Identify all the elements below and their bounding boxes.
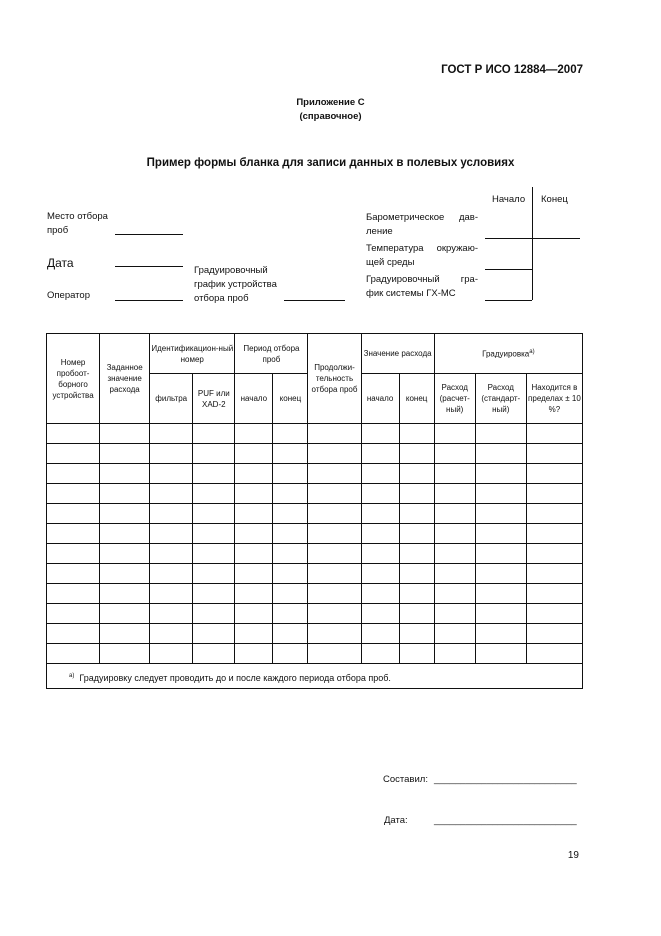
table-cell[interactable]: [47, 584, 100, 604]
table-cell[interactable]: [361, 584, 399, 604]
table-cell[interactable]: [526, 424, 582, 444]
puf-xad-header: PUF или XAD-2: [193, 374, 235, 424]
annex-subtitle: (справочное): [299, 111, 362, 122]
barometric-pressure-label: Барометрическое дав- ление: [366, 212, 478, 237]
table-cell[interactable]: [434, 644, 475, 664]
table-cell[interactable]: [100, 564, 150, 584]
standard-code: ГОСТ Р ИСО 12884—2007: [441, 64, 583, 76]
table-row: [47, 624, 583, 644]
table-cell[interactable]: [434, 544, 475, 564]
table-cell[interactable]: [235, 464, 273, 484]
table-cell[interactable]: [526, 564, 582, 584]
table-cell[interactable]: [150, 584, 193, 604]
table-cell[interactable]: [308, 604, 361, 624]
table-cell[interactable]: [526, 624, 582, 644]
table-cell[interactable]: [308, 424, 361, 444]
identification-header: Идентификацион-ный номер: [150, 334, 235, 374]
table-cell[interactable]: [526, 644, 582, 664]
table-cell[interactable]: [235, 604, 273, 624]
table-cell[interactable]: [361, 464, 399, 484]
table-cell[interactable]: [150, 504, 193, 524]
table-cell[interactable]: [235, 584, 273, 604]
table-cell[interactable]: [475, 504, 526, 524]
table-cell[interactable]: [47, 504, 100, 524]
table-row: [47, 484, 583, 504]
compiled-by-label: Составил:: [383, 774, 428, 785]
table-cell[interactable]: [526, 584, 582, 604]
form-title: Пример формы бланка для записи данных в полевых условиях: [146, 157, 515, 169]
table-row: [47, 644, 583, 664]
table-cell[interactable]: [361, 524, 399, 544]
table-cell[interactable]: [273, 624, 308, 644]
table-cell[interactable]: [434, 424, 475, 444]
table-cell[interactable]: [361, 564, 399, 584]
table-cell[interactable]: [150, 624, 193, 644]
end-column-header: Конец: [541, 194, 568, 205]
table-row: [47, 544, 583, 564]
table-cell[interactable]: [235, 564, 273, 584]
table-cell[interactable]: [193, 584, 235, 604]
flow-value-header: Значение расхода: [361, 334, 434, 374]
field-data-table: [46, 333, 583, 689]
page-number: 19: [567, 850, 579, 861]
conditions-line-2: [485, 269, 532, 270]
table-cell[interactable]: [47, 604, 100, 624]
table-cell[interactable]: [150, 424, 193, 444]
table-cell[interactable]: [399, 604, 434, 624]
table-cell[interactable]: [150, 644, 193, 664]
table-cell[interactable]: [273, 484, 308, 504]
table-cell[interactable]: [273, 464, 308, 484]
table-cell[interactable]: [399, 564, 434, 584]
table-footnote: $^{a)}$ Градуировку следует проводить до и после каждого периода отбора проб.: [47, 664, 583, 689]
table-cell[interactable]: [308, 464, 361, 484]
period-end-header: конец: [273, 374, 308, 424]
ambient-temperature-label: Температура окружаю- щей среды: [366, 243, 478, 268]
table-cell[interactable]: [526, 504, 582, 524]
table-cell[interactable]: [47, 424, 100, 444]
table-cell[interactable]: [273, 424, 308, 444]
device-calibration-field[interactable]: [284, 300, 345, 301]
table-cell[interactable]: [235, 624, 273, 644]
table-cell[interactable]: [47, 564, 100, 584]
table-cell[interactable]: [308, 484, 361, 504]
operator-label: Оператор: [47, 290, 90, 301]
sampling-place-label: Место отбора проб: [47, 211, 108, 236]
table-cell[interactable]: [475, 424, 526, 444]
table-cell[interactable]: [100, 544, 150, 564]
table-cell[interactable]: [434, 464, 475, 484]
table-cell[interactable]: [434, 604, 475, 624]
table-cell[interactable]: [273, 644, 308, 664]
table-cell[interactable]: [308, 504, 361, 524]
table-cell[interactable]: [193, 624, 235, 644]
table-cell[interactable]: [475, 604, 526, 624]
signature-date-line[interactable]: ___________________________: [434, 815, 577, 826]
table-cell[interactable]: [150, 564, 193, 584]
table-cell[interactable]: [308, 444, 361, 464]
table-cell[interactable]: [193, 524, 235, 544]
table-cell[interactable]: [273, 444, 308, 464]
table-cell[interactable]: [100, 524, 150, 544]
table-cell[interactable]: [361, 424, 399, 444]
table-cell[interactable]: [475, 644, 526, 664]
sampler-number-header: Номер пробоот-борного устройства: [47, 334, 100, 424]
device-calibration-label: Градуировочный график устройства отбора проб: [194, 265, 277, 304]
table-cell[interactable]: [526, 524, 582, 544]
table-cell[interactable]: [47, 644, 100, 664]
table-row: [47, 424, 583, 444]
table-cell[interactable]: [100, 444, 150, 464]
table-cell[interactable]: [308, 644, 361, 664]
table-row: [47, 504, 583, 524]
start-column-header: Начало: [492, 194, 526, 205]
table-cell[interactable]: [193, 424, 235, 444]
table-cell[interactable]: [361, 544, 399, 564]
table-cell[interactable]: [308, 544, 361, 564]
table-cell[interactable]: [399, 424, 434, 444]
table-cell[interactable]: [47, 544, 100, 564]
table-cell[interactable]: [273, 604, 308, 624]
table-cell[interactable]: [434, 504, 475, 524]
table-cell[interactable]: [361, 504, 399, 524]
table-cell[interactable]: [475, 584, 526, 604]
table-cell[interactable]: [193, 484, 235, 504]
table-cell[interactable]: [100, 504, 150, 524]
conditions-line-3: [485, 300, 532, 301]
table-cell[interactable]: [150, 524, 193, 544]
table-cell[interactable]: [47, 624, 100, 644]
table-cell[interactable]: [100, 424, 150, 444]
table-cell[interactable]: [399, 544, 434, 564]
table-cell[interactable]: [150, 604, 193, 624]
table-cell[interactable]: [526, 544, 582, 564]
table-row: [47, 564, 583, 584]
table-cell[interactable]: [100, 584, 150, 604]
table-cell[interactable]: [150, 444, 193, 464]
table-cell[interactable]: [235, 424, 273, 444]
sampling-place-field[interactable]: [115, 234, 183, 235]
table-row: [47, 604, 583, 624]
table-cell[interactable]: [361, 644, 399, 664]
date-label: Дата: [47, 256, 74, 270]
table-cell[interactable]: [399, 464, 434, 484]
table-cell[interactable]: [47, 444, 100, 464]
table-cell[interactable]: [100, 644, 150, 664]
table-cell[interactable]: [361, 624, 399, 644]
table-cell[interactable]: [273, 544, 308, 564]
table-cell[interactable]: [100, 464, 150, 484]
table-cell[interactable]: [434, 484, 475, 504]
table-cell[interactable]: [308, 584, 361, 604]
table-cell[interactable]: [235, 524, 273, 544]
table-cell[interactable]: [308, 564, 361, 584]
table-cell[interactable]: [361, 444, 399, 464]
table-cell[interactable]: [399, 524, 434, 544]
table-cell[interactable]: [100, 624, 150, 644]
table-cell[interactable]: [193, 544, 235, 564]
flow-start-header: начало: [361, 374, 399, 424]
table-cell[interactable]: [100, 604, 150, 624]
flow-end-header: конец: [399, 374, 434, 424]
table-cell[interactable]: [399, 624, 434, 644]
table-cell[interactable]: [475, 544, 526, 564]
table-cell[interactable]: [475, 484, 526, 504]
table-cell[interactable]: [308, 624, 361, 644]
table-cell[interactable]: [434, 584, 475, 604]
calibration-header: Градуировка$^{a)}$: [434, 334, 582, 374]
table-cell[interactable]: [526, 604, 582, 624]
table-cell[interactable]: [361, 604, 399, 624]
table-cell[interactable]: [235, 444, 273, 464]
table-cell[interactable]: [235, 644, 273, 664]
table-cell[interactable]: [475, 524, 526, 544]
table-cell[interactable]: [399, 444, 434, 464]
table-cell[interactable]: [235, 544, 273, 564]
table-cell[interactable]: [475, 624, 526, 644]
table-cell[interactable]: [434, 564, 475, 584]
table-cell[interactable]: [193, 444, 235, 464]
table-cell[interactable]: [526, 484, 582, 504]
table-cell[interactable]: [526, 464, 582, 484]
within-tolerance-header: Находится в пределах ± 10 %?: [526, 374, 582, 424]
duration-header: Продолжи-тельность отбора проб: [308, 334, 361, 424]
table-row: [47, 524, 583, 544]
operator-field[interactable]: [115, 300, 183, 301]
table-cell[interactable]: [193, 644, 235, 664]
table-cell[interactable]: [273, 504, 308, 524]
table-cell[interactable]: [193, 604, 235, 624]
gcms-calibration-label: Градуировочный гра- фик системы ГХ-МС: [366, 274, 478, 299]
period-header: Период отбора проб: [235, 334, 308, 374]
table-cell[interactable]: [273, 584, 308, 604]
table-cell[interactable]: [526, 444, 582, 464]
table-cell[interactable]: [235, 504, 273, 524]
table-cell[interactable]: [193, 564, 235, 584]
table-cell[interactable]: [399, 584, 434, 604]
period-start-header: начало: [235, 374, 273, 424]
table-cell[interactable]: [150, 544, 193, 564]
table-cell[interactable]: [193, 464, 235, 484]
table-cell[interactable]: [235, 484, 273, 504]
table-cell[interactable]: [273, 564, 308, 584]
flow-std-header: Расход (стандарт-ный): [475, 374, 526, 424]
conditions-line-1: [485, 238, 580, 239]
compiled-by-line[interactable]: ___________________________: [434, 774, 577, 785]
date-field[interactable]: [115, 266, 183, 267]
table-cell[interactable]: [434, 524, 475, 544]
set-flow-header: Заданное значение расхода: [100, 334, 150, 424]
table-cell[interactable]: [399, 484, 434, 504]
table-row: [47, 444, 583, 464]
table-cell[interactable]: [308, 524, 361, 544]
annex-title: Приложение C: [296, 97, 365, 108]
table-row: [47, 464, 583, 484]
flow-calc-header: Расход (расчет-ный): [434, 374, 475, 424]
table-row: [47, 584, 583, 604]
table-cell[interactable]: [47, 484, 100, 504]
table-cell[interactable]: [273, 524, 308, 544]
table-cell[interactable]: [150, 484, 193, 504]
table-cell[interactable]: [434, 444, 475, 464]
filter-header: фильтра: [150, 374, 193, 424]
table-cell[interactable]: [361, 484, 399, 504]
table-cell[interactable]: [100, 484, 150, 504]
table-cell[interactable]: [47, 524, 100, 544]
conditions-divider: [532, 187, 533, 300]
table-cell[interactable]: [150, 464, 193, 484]
table-cell[interactable]: [193, 504, 235, 524]
table-cell[interactable]: [475, 564, 526, 584]
table-cell[interactable]: [434, 624, 475, 644]
table-cell[interactable]: [47, 464, 100, 484]
table-cell[interactable]: [475, 464, 526, 484]
table-cell[interactable]: [475, 444, 526, 464]
table-cell[interactable]: [399, 644, 434, 664]
signature-date-label: Дата:: [384, 815, 408, 826]
table-cell[interactable]: [399, 504, 434, 524]
